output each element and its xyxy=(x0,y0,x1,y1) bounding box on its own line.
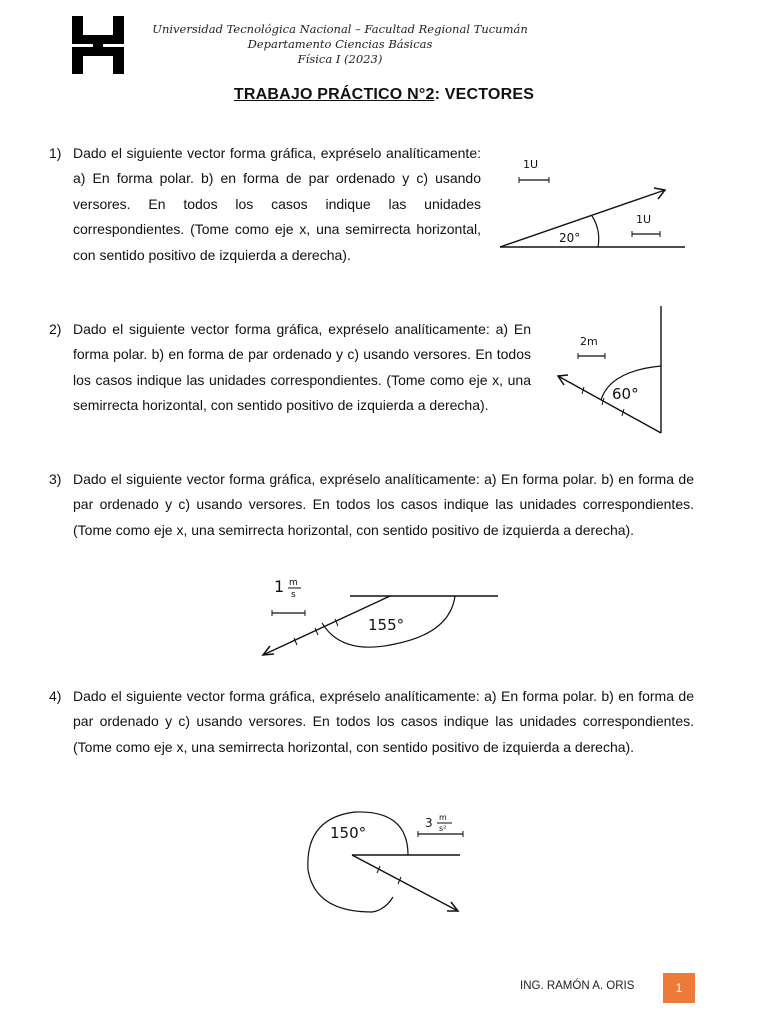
angle-label: 155° xyxy=(368,616,405,634)
exercise-3 xyxy=(49,467,694,543)
footer-author: ING. RAMÓN A. ORIS xyxy=(520,980,635,992)
page-number-badge: 1 xyxy=(663,973,695,1003)
exercise-number: 3) xyxy=(49,471,62,487)
exercise-text: Dado el siguiente vector forma gráfica, expréselo analíticamente: a) En forma polar. b) en forma de par ordenado y c) usando versores. En todos los casos indique las unidades correspondientes. (Tome como eje x, una semirrecta horizontal, con sentido positivo de izquierda a derecha). xyxy=(73,145,481,263)
exercise-4-figure xyxy=(300,800,470,925)
header-department: Departamento Ciencias Básicas xyxy=(247,37,433,51)
exercise-number: 2) xyxy=(49,321,62,337)
vector-diagram-4 xyxy=(300,800,470,925)
scale-number: 1 xyxy=(274,577,285,596)
utn-logo xyxy=(72,16,124,74)
vector-diagram-2 xyxy=(548,303,678,443)
scale-number: 3 xyxy=(425,816,433,830)
scale-label: 1U xyxy=(523,158,539,171)
angle-label: 20° xyxy=(559,231,581,245)
exercise-text: Dado el siguiente vector forma gráfica, expréselo analíticamente: a) En forma polar. b) en forma de par ordenado y c) usando versores. En todos los casos indique las unidades correspondientes. (Tome como eje x, una semirrecta horizontal, con sentido positivo de izquierda a derecha). xyxy=(73,471,694,538)
exercise-number: 4) xyxy=(49,688,62,704)
exercise-4 xyxy=(49,684,694,760)
title-underlined: TRABAJO PRÁCTICO N°2 xyxy=(233,86,435,103)
exercise-text: Dado el siguiente vector forma gráfica, expréselo analíticamente: a) En forma polar. b) en forma de par ordenado y c) usando versores. En todos los casos indique las unidades correspondientes. (Tome como eje x, una semirrecta horizontal, con sentido positivo de izquierda a derecha). xyxy=(73,688,694,755)
page-title xyxy=(0,86,768,104)
header-course: Física I (2023) xyxy=(297,52,383,66)
angle-label: 150° xyxy=(330,824,367,842)
scale-unit-numerator: m xyxy=(439,813,447,822)
scale-label-2: 1U xyxy=(636,213,652,226)
exercise-3-figure xyxy=(250,568,505,668)
exercise-2 xyxy=(49,317,531,419)
angle-label: 60° xyxy=(612,385,639,403)
utn-logo-icon xyxy=(72,16,124,74)
vector-diagram-3 xyxy=(250,568,505,668)
vector-diagram-1 xyxy=(495,150,695,260)
exercise-1-figure xyxy=(495,150,695,260)
institution-header xyxy=(130,22,550,67)
exercise-number: 1) xyxy=(49,145,62,161)
scale-label: 2m xyxy=(580,335,598,348)
title-rest: : VECTORES xyxy=(434,86,535,103)
scale-unit-numerator: m xyxy=(289,578,298,588)
exercise-text: Dado el siguiente vector forma gráfica, expréselo analíticamente: a) En forma polar. b) en forma de par ordenado y c) usando versores. En todos los casos indique las unidades correspondientes. (Tome como eje x, una semirrecta horizontal, con sentido positivo de izquierda a derecha). xyxy=(73,321,531,414)
exercise-1 xyxy=(49,141,481,268)
scale-unit-denominator: s² xyxy=(439,824,447,833)
scale-unit-denominator: s xyxy=(291,590,296,600)
exercise-2-figure xyxy=(548,303,678,443)
header-university: Universidad Tecnológica Nacional – Facultad Regional Tucumán xyxy=(152,22,528,36)
